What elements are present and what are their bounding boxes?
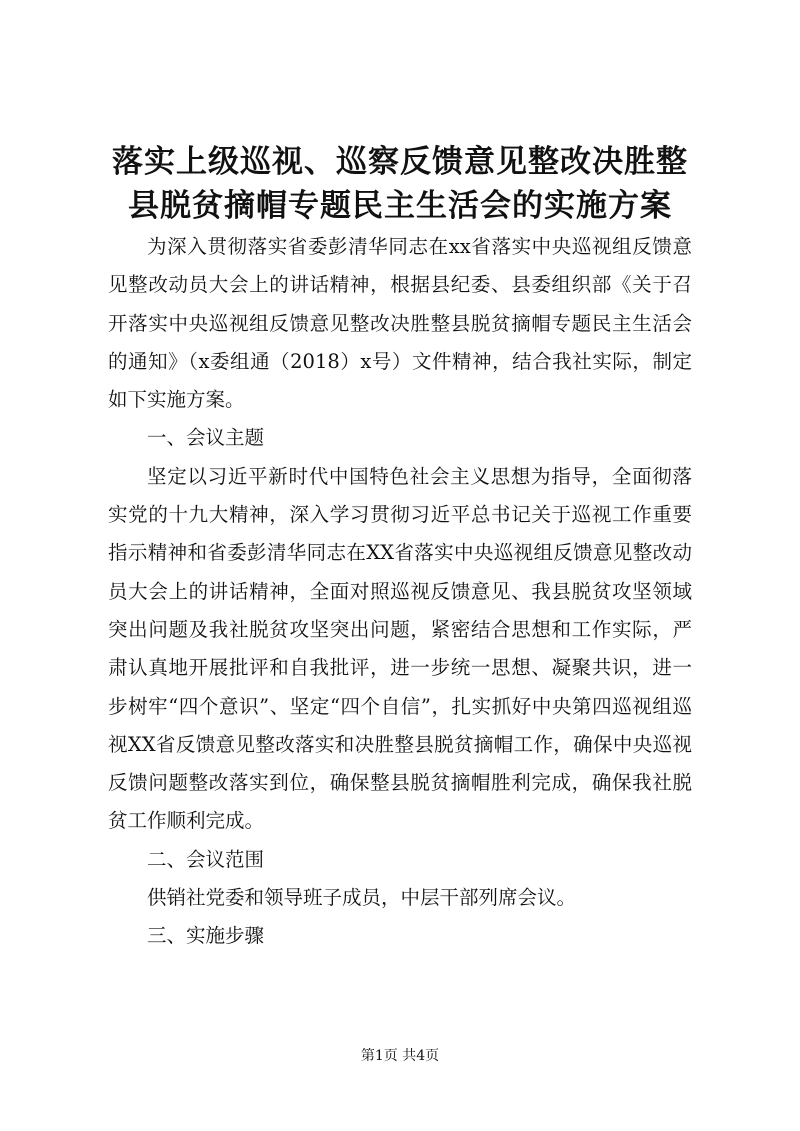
section-heading-meeting-scope: 二、会议范围 bbox=[147, 847, 265, 871]
document-title: 落实上级巡视、巡察反馈意见整改决胜整县脱贫摘帽专题民主生活会的实施方案 bbox=[112, 144, 688, 224]
section-heading-meeting-theme: 一、会议主题 bbox=[147, 426, 265, 450]
page-number-footer: 第1页 共4页 bbox=[360, 1048, 440, 1064]
intro-paragraph: 为深入贯彻落实省委彭清华同志在xx省落实中央巡视组反馈意见整改动员大会上的讲话精神，根据县纪委、县委组织部《关于召开落实中央巡视组反馈意见整改决胜整县脱贫摘帽专题民主生活会的通知》（x委组通（2018）x号）文件精神，结合我社实际，制定如下实施方案。 bbox=[108, 235, 692, 412]
meeting-scope-paragraph: 供销社党委和领导班子成员，中层干部列席会议。 bbox=[147, 886, 577, 910]
section-heading-implementation-steps: 三、实施步骤 bbox=[147, 924, 265, 948]
document-body bbox=[108, 228, 692, 956]
meeting-theme-paragraph: 坚定以习近平新时代中国特色社会主义思想为指导，全面彻落实党的十九大精神，深入学习贯彻习近平总书记关于巡视工作重要指示精神和省委彭清华同志在XX省落实中央巡视组反馈意见整改动员大会上的讲话精神，全面对照巡视反馈意见、我县脱贫攻坚领域突出问题及我社脱贫攻坚突出问题，紧密结合思想和工作实际，严肃认真地开展批评和自我批评，进一步统一思想、凝聚共识，进一步树牢“四个意识”、坚定“四个自信”，扎实抓好中央第四巡视组巡视XX省反馈意见整改落实和决胜整县脱贫摘帽工作，确保中央巡视反馈问题整改落实到位，确保整县脱贫摘帽胜利完成，确保我社脱贫工作顺利完成。 bbox=[108, 464, 692, 833]
